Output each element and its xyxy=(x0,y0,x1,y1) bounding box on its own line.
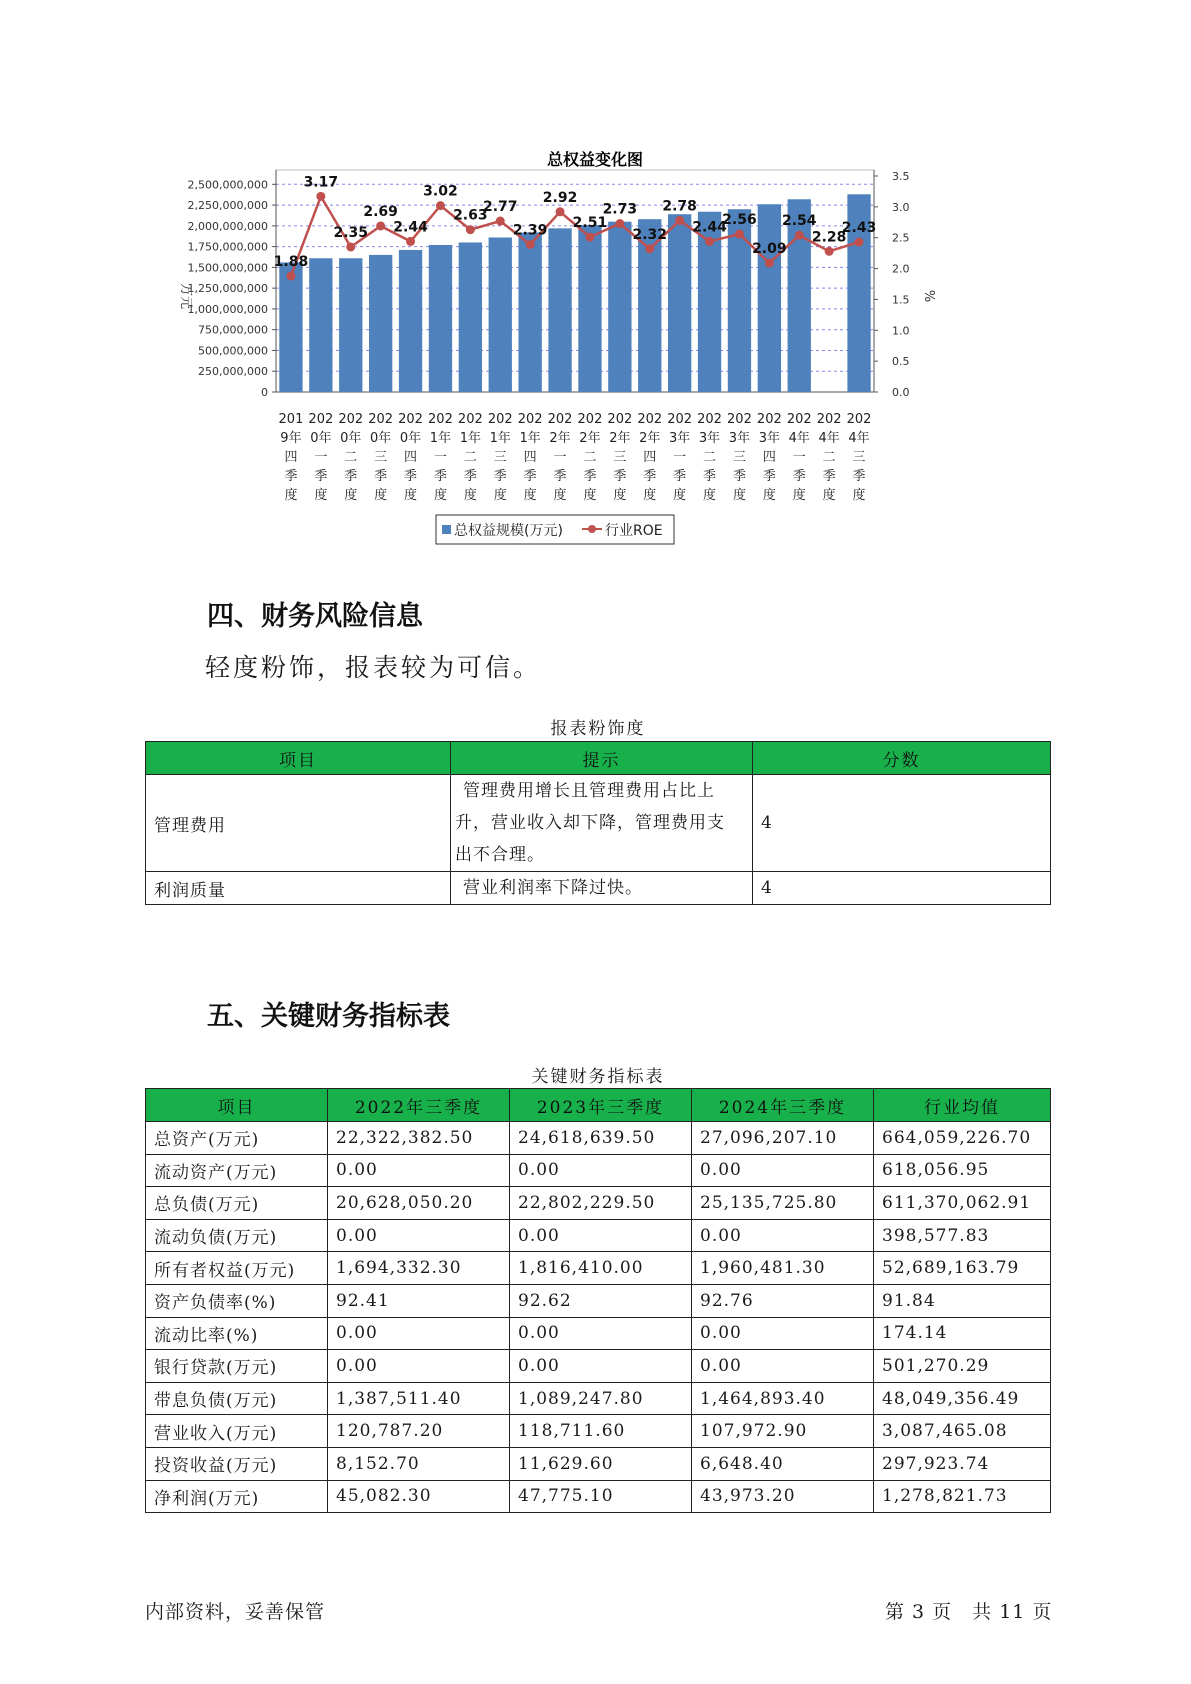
x-category-label: 2年 xyxy=(609,431,631,446)
x-category-label: 202 xyxy=(637,412,663,427)
risk-item: 利润质量 xyxy=(146,872,451,905)
risk-col-score: 分数 xyxy=(753,742,1051,775)
roe-data-label: 2.39 xyxy=(512,222,548,239)
chart-legend xyxy=(436,515,674,544)
table-row xyxy=(146,1415,1051,1448)
roe-data-label: 2.73 xyxy=(602,201,638,218)
kpi-value: 0.00 xyxy=(692,1317,874,1350)
footer-page-number: 第 3 页 共 11 页 xyxy=(885,1601,1053,1623)
x-category-label: 2年 xyxy=(639,431,661,446)
legend-bar-swatch xyxy=(442,525,451,534)
kpi-value: 45,082.30 xyxy=(328,1480,510,1513)
x-category-label: 四 xyxy=(404,450,418,465)
kpi-value: 0.00 xyxy=(510,1317,692,1350)
bar xyxy=(489,237,512,392)
y-tick-label: 1,000,000,000 xyxy=(187,302,268,316)
x-category-label: 季 xyxy=(404,469,418,484)
bar xyxy=(339,258,362,392)
roe-point xyxy=(556,207,565,216)
x-category-label: 度 xyxy=(703,488,717,503)
kpi-item: 总资产(万元) xyxy=(146,1122,328,1155)
roe-point xyxy=(735,230,744,239)
roe-data-label: 2.28 xyxy=(811,229,847,246)
roe-point xyxy=(316,192,325,201)
risk-item: 管理费用 xyxy=(146,775,451,872)
roe-data-label: 2.44 xyxy=(692,219,727,236)
risk-hint-line: 营业利润率下降过快。 xyxy=(463,878,643,898)
footer-confidential: 内部资料，妥善保管 xyxy=(145,1601,326,1623)
roe-point xyxy=(585,233,594,242)
y-tick-label: 750,000,000 xyxy=(198,323,268,337)
roe-data-label: 2.63 xyxy=(453,207,488,224)
kpi-value: 22,802,229.50 xyxy=(510,1187,692,1220)
roe-point xyxy=(346,242,355,251)
y2-tick-label: 3.5 xyxy=(892,170,910,183)
risk-hint xyxy=(451,872,753,905)
x-category-label: 四 xyxy=(643,450,657,465)
roe-point xyxy=(376,221,385,230)
y-tick-label: 1,500,000,000 xyxy=(187,261,268,275)
legend-line-marker xyxy=(588,525,596,533)
y-tick-label: 500,000,000 xyxy=(198,344,268,358)
y-tick-label: 1,250,000,000 xyxy=(187,282,268,296)
x-category-label: 度 xyxy=(523,488,537,503)
kpi-value: 24,618,639.50 xyxy=(510,1122,692,1155)
kpi-value: 664,059,226.70 xyxy=(874,1122,1051,1155)
risk-score: 4 xyxy=(753,775,1051,872)
risk-hint xyxy=(451,775,753,872)
kpi-value: 0.00 xyxy=(328,1350,510,1383)
x-category-label: 3年 xyxy=(698,431,721,446)
bar xyxy=(279,262,302,392)
x-category-label: 0年 xyxy=(340,431,362,446)
kpi-value: 107,972.90 xyxy=(692,1415,874,1448)
x-category-label: 1年 xyxy=(429,431,452,446)
y-tick-label: 250,000,000 xyxy=(198,365,268,379)
kpi-value: 48,049,356.49 xyxy=(874,1382,1051,1415)
risk-hint-line: 管理费用增长且管理费用占比上 xyxy=(463,781,715,801)
y2-tick-label: 2.5 xyxy=(892,231,910,245)
table-row xyxy=(146,1219,1051,1252)
x-category-label: 季 xyxy=(732,469,746,484)
bar xyxy=(578,225,601,392)
x-category-label: 度 xyxy=(463,488,477,503)
risk-hint-line: 升，营业收入却下降，管理费用支 xyxy=(455,813,725,833)
bar xyxy=(459,242,482,392)
x-category-label: 202 xyxy=(487,412,513,427)
kpi-value: 20,628,050.20 xyxy=(328,1187,510,1220)
x-category-label: 3年 xyxy=(669,431,691,446)
kpi-value: 22,322,382.50 xyxy=(328,1122,510,1155)
x-category-label: 度 xyxy=(404,488,418,503)
roe-point xyxy=(496,217,505,226)
kpi-value: 27,096,207.10 xyxy=(692,1122,874,1155)
kpi-value: 118,711.60 xyxy=(510,1415,692,1448)
x-category-label: 202 xyxy=(697,412,722,427)
x-category-label: 202 xyxy=(368,412,394,427)
section4-heading: 四、财务风险信息 xyxy=(207,601,423,632)
y-tick-label: 2,000,000,000 xyxy=(187,219,268,233)
table-row xyxy=(146,1122,1051,1155)
x-category-label: 四 xyxy=(523,450,537,465)
legend-line-label: 行业ROE xyxy=(605,523,663,539)
bar xyxy=(309,258,332,392)
x-category-label: 季 xyxy=(762,469,776,484)
x-category-label: 度 xyxy=(374,488,388,503)
kpi-value: 0.00 xyxy=(692,1350,874,1383)
x-category-label: 202 xyxy=(816,412,842,427)
roe-data-label: 2.69 xyxy=(363,203,398,220)
kpi-item: 所有者权益(万元) xyxy=(146,1252,328,1285)
x-category-label: 二 xyxy=(703,450,717,465)
roe-point xyxy=(765,259,774,268)
kpi-value: 0.00 xyxy=(328,1219,510,1252)
y2-tick-label: 3.0 xyxy=(892,200,910,214)
x-category-label: 季 xyxy=(822,469,836,484)
table-row xyxy=(146,1317,1051,1350)
x-category-label: 202 xyxy=(667,412,693,427)
x-category-label: 1年 xyxy=(519,431,541,446)
kpi-value: 0.00 xyxy=(510,1154,692,1187)
kpi-value: 6,648.40 xyxy=(692,1447,874,1480)
kpi-item: 带息负债(万元) xyxy=(146,1382,328,1415)
table-row xyxy=(146,872,1051,905)
y-left-label: 万元 xyxy=(178,282,193,310)
y-tick-label: 2,250,000,000 xyxy=(187,199,268,213)
kpi-value: 1,387,511.40 xyxy=(328,1382,510,1415)
x-category-label: 度 xyxy=(673,488,687,503)
y-right-label: % xyxy=(921,289,936,303)
x-category-label: 季 xyxy=(583,469,597,484)
table-row xyxy=(146,1350,1051,1383)
bar xyxy=(369,255,392,392)
x-category-label: 季 xyxy=(852,469,866,484)
x-category-label: 季 xyxy=(463,469,477,484)
x-category-label: 三 xyxy=(613,450,627,465)
roe-point xyxy=(795,231,804,240)
roe-point xyxy=(286,271,295,280)
x-category-label: 9年 xyxy=(280,431,302,446)
y-tick-label: 0 xyxy=(261,386,268,399)
table-row xyxy=(146,1480,1051,1513)
kpi-value: 1,089,247.80 xyxy=(510,1382,692,1415)
roe-point xyxy=(645,244,654,253)
kpi-value: 0.00 xyxy=(692,1154,874,1187)
kpi-item: 营业收入(万元) xyxy=(146,1415,328,1448)
roe-data-label: 3.17 xyxy=(303,174,339,191)
x-category-label: 0年 xyxy=(310,431,332,446)
kpi-col-2023: 2023年三季度 xyxy=(510,1089,692,1122)
x-category-label: 三 xyxy=(732,450,746,465)
roe-data-label: 2.32 xyxy=(632,226,668,243)
x-category-label: 202 xyxy=(846,412,872,427)
kpi-value: 0.00 xyxy=(510,1219,692,1252)
x-category-label: 二 xyxy=(822,450,836,465)
y2-tick-label: 0.0 xyxy=(892,386,910,399)
chart-title: 总权益变化图 xyxy=(546,150,644,169)
x-category-label: 季 xyxy=(673,469,687,484)
x-category-label: 202 xyxy=(308,412,334,427)
kpi-item: 总负债(万元) xyxy=(146,1187,328,1220)
bar xyxy=(608,222,631,392)
roe-point xyxy=(855,238,864,247)
kpi-col-2022: 2022年三季度 xyxy=(328,1089,510,1122)
x-category-label: 度 xyxy=(344,488,358,503)
x-category-label: 季 xyxy=(703,469,717,484)
x-category-label: 度 xyxy=(553,488,567,503)
x-category-label: 0年 xyxy=(399,431,422,446)
x-category-label: 三 xyxy=(493,450,507,465)
kpi-value: 0.00 xyxy=(328,1317,510,1350)
x-category-label: 一 xyxy=(433,450,447,465)
y2-tick-label: 0.5 xyxy=(892,355,910,369)
kpi-table-caption: 关键财务指标表 xyxy=(531,1067,665,1087)
kpi-item: 流动比率(%) xyxy=(146,1317,328,1350)
x-category-label: 度 xyxy=(493,488,507,503)
risk-table xyxy=(145,741,1051,905)
risk-hint-line: 出不合理。 xyxy=(455,845,545,865)
x-category-label: 202 xyxy=(786,412,812,427)
x-category-label: 季 xyxy=(344,469,358,484)
x-category-label: 四 xyxy=(762,450,776,465)
kpi-value: 3,087,465.08 xyxy=(874,1415,1051,1448)
kpi-value: 43,973.20 xyxy=(692,1480,874,1513)
bar xyxy=(429,245,452,392)
x-category-label: 季 xyxy=(553,469,567,484)
bar xyxy=(518,232,541,392)
x-category-label: 二 xyxy=(463,450,477,465)
x-category-label: 季 xyxy=(374,469,388,484)
x-category-label: 202 xyxy=(457,412,483,427)
x-category-label: 季 xyxy=(792,469,806,484)
bar xyxy=(399,250,422,392)
x-category-label: 四 xyxy=(284,450,298,465)
roe-data-label: 2.35 xyxy=(333,224,369,241)
y-tick-label: 2,500,000,000 xyxy=(187,178,268,192)
kpi-item: 银行贷款(万元) xyxy=(146,1350,328,1383)
roe-point xyxy=(526,240,535,249)
roe-data-label: 3.02 xyxy=(423,183,458,200)
kpi-item: 资产负债率(%) xyxy=(146,1284,328,1317)
x-category-label: 202 xyxy=(577,412,603,427)
x-category-label: 度 xyxy=(583,488,597,503)
kpi-value: 501,270.29 xyxy=(874,1350,1051,1383)
risk-table-caption: 报表粉饰度 xyxy=(550,719,646,739)
roe-point xyxy=(675,216,684,225)
kpi-value: 92.62 xyxy=(510,1284,692,1317)
table-row xyxy=(146,1382,1051,1415)
y2-tick-label: 1.5 xyxy=(892,293,910,307)
x-category-label: 季 xyxy=(284,469,298,484)
kpi-col-2024: 2024年三季度 xyxy=(692,1089,874,1122)
risk-col-hint: 提示 xyxy=(451,742,753,775)
roe-point xyxy=(825,247,834,256)
table-row xyxy=(146,1187,1051,1220)
risk-score: 4 xyxy=(753,872,1051,905)
x-category-label: 202 xyxy=(517,412,543,427)
kpi-value: 120,787.20 xyxy=(328,1415,510,1448)
x-category-label: 3年 xyxy=(728,431,751,446)
x-category-label: 202 xyxy=(607,412,633,427)
x-category-label: 一 xyxy=(314,450,328,465)
x-category-label: 4年 xyxy=(788,431,810,446)
x-category-label: 2年 xyxy=(549,431,571,446)
kpi-col-item: 项目 xyxy=(146,1089,328,1122)
x-category-label: 一 xyxy=(673,450,687,465)
section5-heading: 五、关键财务指标表 xyxy=(207,1001,450,1032)
table-row xyxy=(146,1284,1051,1317)
x-category-label: 一 xyxy=(553,450,567,465)
roe-data-label: 1.88 xyxy=(273,253,309,270)
roe-data-label: 2.77 xyxy=(482,199,518,216)
roe-data-label: 2.09 xyxy=(752,241,787,258)
kpi-value: 1,694,332.30 xyxy=(328,1252,510,1285)
x-category-label: 度 xyxy=(284,488,298,503)
kpi-value: 47,775.10 xyxy=(510,1480,692,1513)
risk-col-item: 项目 xyxy=(146,742,451,775)
kpi-value: 92.41 xyxy=(328,1284,510,1317)
roe-data-label: 2.43 xyxy=(841,220,877,237)
x-category-label: 2年 xyxy=(579,431,601,446)
kpi-value: 618,056.95 xyxy=(874,1154,1051,1187)
kpi-col-industry: 行业均值 xyxy=(874,1089,1051,1122)
roe-data-label: 2.54 xyxy=(781,213,817,230)
x-category-label: 季 xyxy=(493,469,507,484)
x-category-label: 度 xyxy=(822,488,836,503)
kpi-value: 174.14 xyxy=(874,1317,1051,1350)
kpi-table xyxy=(145,1088,1051,1513)
kpi-value: 8,152.70 xyxy=(328,1447,510,1480)
x-category-label: 1年 xyxy=(459,431,481,446)
bar xyxy=(668,214,691,392)
kpi-value: 297,923.74 xyxy=(874,1447,1051,1480)
roe-data-label: 2.44 xyxy=(393,219,428,236)
roe-point xyxy=(466,225,475,234)
kpi-item: 流动资产(万元) xyxy=(146,1154,328,1187)
x-category-label: 201 xyxy=(278,412,304,427)
risk-summary: 轻度粉饰，报表较为可信。 xyxy=(205,653,542,682)
x-category-label: 季 xyxy=(643,469,657,484)
x-category-label: 0年 xyxy=(370,431,392,446)
x-category-label: 度 xyxy=(792,488,806,503)
kpi-value: 0.00 xyxy=(692,1219,874,1252)
x-category-label: 3年 xyxy=(758,431,780,446)
x-category-label: 季 xyxy=(314,469,328,484)
kpi-item: 流动负债(万元) xyxy=(146,1219,328,1252)
bar xyxy=(758,204,781,392)
kpi-value: 0.00 xyxy=(510,1350,692,1383)
y2-tick-label: 2.0 xyxy=(892,262,910,276)
y-tick-label: 1,750,000,000 xyxy=(187,240,268,254)
x-category-label: 202 xyxy=(727,412,752,427)
roe-point xyxy=(615,219,624,228)
kpi-value: 0.00 xyxy=(328,1154,510,1187)
x-category-label: 季 xyxy=(523,469,537,484)
x-category-label: 度 xyxy=(732,488,746,503)
x-category-label: 202 xyxy=(398,412,423,427)
x-category-label: 度 xyxy=(852,488,866,503)
roe-data-label: 2.51 xyxy=(572,215,608,232)
roe-data-label: 2.92 xyxy=(542,189,578,206)
x-category-label: 一 xyxy=(792,450,806,465)
kpi-value: 1,464,893.40 xyxy=(692,1382,874,1415)
table-row xyxy=(146,1154,1051,1187)
x-category-label: 度 xyxy=(613,488,627,503)
table-row xyxy=(146,1447,1051,1480)
x-category-label: 二 xyxy=(344,450,358,465)
x-category-label: 季 xyxy=(613,469,627,484)
kpi-value: 1,816,410.00 xyxy=(510,1252,692,1285)
equity-chart xyxy=(160,140,980,595)
x-category-label: 三 xyxy=(374,450,388,465)
x-category-label: 4年 xyxy=(818,431,840,446)
kpi-item: 投资收益(万元) xyxy=(146,1447,328,1480)
x-category-label: 二 xyxy=(583,450,597,465)
kpi-value: 52,689,163.79 xyxy=(874,1252,1051,1285)
kpi-value: 1,960,481.30 xyxy=(692,1252,874,1285)
x-category-label: 1年 xyxy=(489,431,511,446)
roe-data-label: 2.56 xyxy=(722,212,757,229)
legend-bar-label: 总权益规模(万元) xyxy=(454,523,563,539)
kpi-item: 净利润(万元) xyxy=(146,1480,328,1513)
x-category-label: 202 xyxy=(547,412,573,427)
x-category-label: 202 xyxy=(338,412,364,427)
x-category-label: 季 xyxy=(433,469,447,484)
kpi-value: 398,577.83 xyxy=(874,1219,1051,1252)
x-category-label: 度 xyxy=(643,488,657,503)
table-row xyxy=(146,775,1051,872)
roe-data-label: 2.78 xyxy=(662,198,697,215)
roe-point xyxy=(406,237,415,246)
bar xyxy=(548,228,571,392)
kpi-value: 25,135,725.80 xyxy=(692,1187,874,1220)
x-category-label: 三 xyxy=(852,450,866,465)
x-category-label: 度 xyxy=(762,488,776,503)
kpi-value: 92.76 xyxy=(692,1284,874,1317)
x-category-label: 4年 xyxy=(848,431,870,446)
kpi-value: 91.84 xyxy=(874,1284,1051,1317)
kpi-value: 611,370,062.91 xyxy=(874,1187,1051,1220)
table-row xyxy=(146,1252,1051,1285)
kpi-value: 11,629.60 xyxy=(510,1447,692,1480)
roe-point xyxy=(436,201,445,210)
roe-point xyxy=(705,237,714,246)
y2-tick-label: 1.0 xyxy=(892,324,910,338)
x-category-label: 202 xyxy=(756,412,782,427)
kpi-value: 1,278,821.73 xyxy=(874,1480,1051,1513)
x-category-label: 度 xyxy=(433,488,447,503)
x-category-label: 202 xyxy=(428,412,453,427)
x-category-label: 度 xyxy=(314,488,328,503)
